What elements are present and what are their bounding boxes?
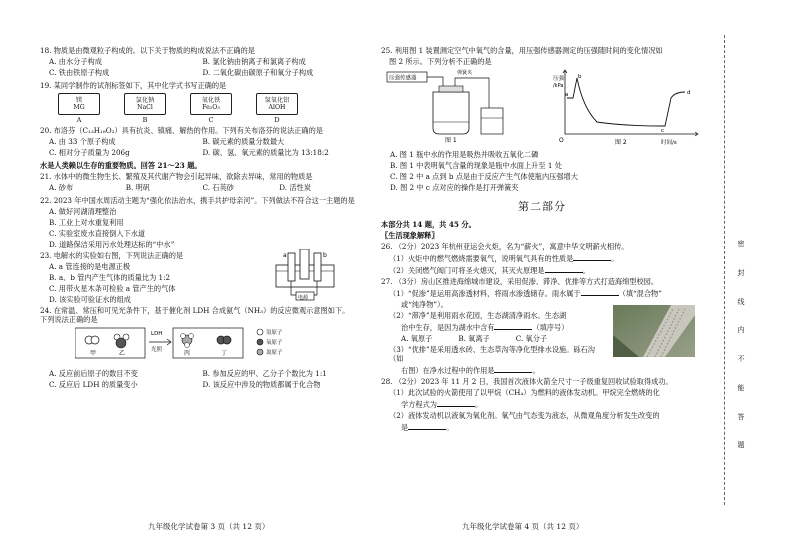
fig-label-yi: 乙 [119,350,126,358]
seal-char: 内 [737,326,745,335]
answer-blank[interactable] [545,265,583,273]
q27-part2: （2）“滞净”是利用雨水花园，生态湖清净雨水。生态湖 [389,310,567,320]
q22-options [49,207,356,249]
fig1-caption: 图 1 [445,137,457,144]
fig-label-bing: 丙 [184,350,191,358]
chart-ylabel: 压强 [553,76,565,82]
q23-options [49,262,274,304]
option: A. 由水分子构成 [49,57,102,66]
q20-stem: 20. 布洛芬（C₁₃H₁₈O₂）具有抗炎、镇痛、解热的作用。下列有关布洛芬的说法正确的是 [40,126,323,136]
option: D. 图 2 中 c 点对应的操作是打开弹簧夹 [390,183,519,192]
label-formula: MG [73,104,85,111]
point-a: a [565,92,569,98]
q27-part1: （1）“促渗”是运用高渗透材料，将雨水渗透储存。雨水属于 （填“混合物” [389,288,662,298]
q27-part2-cont: 治中生存，是因为湖水中含有 （填序号） [401,322,569,332]
option: C. 反应后 LDH 的质量变小 [49,380,138,390]
tube-a-label: a [283,252,287,260]
option: B. 氧离子 [458,333,490,343]
seal-char: 密 [737,240,745,248]
legend-nitrogen: 氮原子 [266,350,283,357]
q25-options [390,150,703,192]
left-column [40,46,356,393]
q28-part2-cont: 是 。 [401,422,454,432]
q28-part1-cont: 学方程式为 。 [401,399,483,409]
answer-blank[interactable] [408,422,446,430]
fig2-caption: 图 2 [615,139,627,146]
answer-blank[interactable] [494,322,532,330]
seal-line [724,35,725,505]
label-name: 氯化钠 [135,96,155,104]
label-formula: AlOH [268,104,286,111]
option: A. 图 1 瓶中水的作用是吸热并吸收五氧化二磷 [390,150,539,159]
option: A. 由 33 个原子构成 [49,137,116,147]
section-title: 第二部分 [518,200,566,213]
reagent-label [190,93,232,124]
apparatus-figure [385,68,515,144]
power-label: 电源 [298,295,309,302]
legend-oxygen: 氧原子 [266,340,283,347]
sensor-label: 压强传感器 [389,75,417,82]
group-intro: 水是人类赖以生存的重要物质。回答 21～23 题。 [40,161,202,171]
option: B. 碳元素的质量分数最大 [202,137,285,147]
gravel-ditch-photo [613,305,695,357]
condition-label: 光照 [151,347,163,354]
option: A. 做好河湖清理整治 [49,207,117,217]
label-letter: B [142,116,148,124]
option: C. 实验室废水直接倒入下水道 [49,229,146,239]
q28-part1: （1）此次试验的火箭使用了以甲烷（CH₄）为燃料的液体发动机。甲烷完全燃烧的化 [389,387,660,397]
label-formula: NaCl [137,104,153,111]
option: B. 图 1 中表明氧气含量的现象是瓶中水面上升至 1 处 [390,161,562,170]
electrolysis-figure [268,249,346,309]
q24-options [49,369,356,391]
legend-hydrogen: 氢原子 [266,330,283,337]
label-name: 氧化铁 [201,96,221,104]
answer-blank[interactable] [437,399,475,407]
option: D. 该反应中涉及的物质都属于化合物 [202,380,321,390]
q22-stem: 22. 2023 年中国水周活动主题为“强化依法治水，携手共护母亲河”。下列做法不符合这一主题的是 [40,196,355,206]
page-footer-right: 九年级化学试卷第 4 页（共 12 页） [462,522,584,531]
seal-notice [736,240,746,470]
option: B. 明矾 [125,183,150,193]
reagent-label [58,93,100,124]
option: D. 碳、氢、氧元素的质量比为 13:18:2 [202,148,329,158]
answer-blank[interactable] [573,253,611,261]
chart-xlabel: 时间/s [661,140,677,146]
q18-stem: 18. 物质是由微观粒子构成的。以下关于物质的构成说法不正确的是 [40,46,255,55]
reagent-label [124,93,166,124]
label-name: 镁 [75,96,83,104]
option: B. a、b 管内产生气体的质量比为 1:2 [49,273,171,283]
q27-part2-options [401,334,601,343]
q21-stem: 21. 水体中的微生物生长、繁殖及其代谢产物会引起异味，欲除去异味，常用的物质是 [40,172,313,182]
right-column [381,46,703,434]
chart-yunit: /kPa [553,83,564,89]
q24-stem: 24. 在常温、常压和可见光条件下，基于催化剂 LDH 合成氨气（NH₃）的反应微观示意图如下。下列说法正确的是 [40,306,350,325]
option: C. 相对分子质量为 206g [49,148,130,158]
q25-stem-line1: 25. 利用图 1 装置测定空气中氧气的含量，用压强传感器测定的压强随时间的变化情况如 [381,46,663,55]
q27-part3: （3）“优排”是采用透水砖、生态草沟等净化型排水设施。砾石沟（如 [389,344,595,363]
q27-part3-cont: 右图）在净水过程中的作用是 。 [401,365,540,375]
label-letter: A [76,116,82,124]
option: A. 反应前后原子的数目不变 [49,369,138,379]
q27-part1-cont: 或“纯净物”）。 [401,299,448,309]
section-intro: 本部分共 14 题，共 45 分。 [381,219,476,229]
option: A. 氧原子 [401,333,433,343]
q25-figures [385,68,703,148]
q26-stem: 26. （2分）2023 年杭州亚运会火炬，名为“薪火”，寓意中华文明薪火相传。 [381,241,629,251]
point-c: c [661,128,665,134]
label-formula: Fe₂O₃ [202,104,220,111]
option: D. 活性炭 [279,183,311,193]
clamp-label: 弹簧夹 [457,70,473,76]
fig-label-jia: 甲 [90,350,97,358]
option: C. 用带火星木条可检验 a 管产生的气体 [49,284,176,294]
chart-origin: O [559,137,564,144]
option: A. a 管连接的是电源正极 [49,262,131,272]
page-footer-left: 九年级化学试卷第 3 页（共 12 页） [148,522,270,531]
q20-options [49,137,356,159]
section-tag: 〖生活现象解释〗 [381,230,439,240]
option: C. 氧分子 [515,333,548,343]
option: A. 砂布 [49,183,74,193]
q19-stem: 19. 某同学制作的试剂标签如下，其中化学式书写正确的是 [40,81,227,90]
answer-blank[interactable] [581,288,619,296]
q27-part2-text [381,311,601,375]
q23-block [40,251,356,304]
q18-options [49,57,356,79]
option: D. 二氧化碳由碳原子和氧分子构成 [202,68,314,77]
q21-options [49,183,356,194]
option: B. 参加反应的甲、乙分子个数比为 1:1 [202,369,327,379]
point-b: b [578,74,582,80]
fig-label-ding: 丁 [221,350,228,358]
label-letter: C [208,116,214,124]
q26-part1: （1）火炬中的燃气燃烧需要氧气，说明氧气具有的性质是 。 [389,253,619,263]
option: D. 该实验可验证水的组成 [49,295,131,305]
q27-stem: 27. （3分）房山区推进海绵城市建设，采用促渗、滞净、优排等方式打造海绵型校园。 [381,276,659,286]
option: B. 工业上对水重复利用 [49,218,124,228]
seal-char: 题 [737,441,745,450]
seal-char: 能 [737,383,745,392]
label-name: 氢氧化铝 [264,96,290,104]
option: C. 铁由铁原子构成 [49,68,110,77]
seal-char: 不 [737,355,745,363]
q26-part2: （2）关闭燃气阀门可将圣火熄灭，其灭火原理是 。 [389,265,590,275]
catalyst-label: LDH [151,331,163,338]
q28-stem: 28. （2分）2023 年 11 月 2 日，我国首次液体火箭全尺寸一子级重复回收试验取得成功。 [381,376,673,386]
option: C. 图 2 中 a 点到 b 点是由于反应产生气体使瓶内压强增大 [390,172,578,181]
option: B. 氯化钠由钠离子和氯离子构成 [202,57,306,66]
pressure-chart [553,68,703,148]
q19-labels [58,93,356,124]
q25-stem-line2: 图 2 所示。下列分析不正确的是 [389,57,492,66]
seal-char: 答 [737,412,745,421]
point-d: d [687,90,691,96]
seal-char: 线 [737,297,745,306]
answer-blank[interactable] [494,365,532,373]
label-letter: D [274,116,280,124]
seal-char: 封 [737,268,745,277]
q27-block [381,277,703,375]
q28-part2: （2）液体发动机以液氧为氧化剂。氧气由气态变为液态，从微观角度分析发生改变的 [389,410,660,420]
q23-stem: 23. 电解水的实验如右图，下列说法正确的是 [40,251,184,261]
option: C. 石英砂 [202,183,234,193]
reagent-label [256,93,298,124]
option: D. 道路保洁采用污水处理达标的“中水” [49,240,175,250]
reaction-figure [75,326,325,366]
tube-b-label: b [323,252,327,260]
